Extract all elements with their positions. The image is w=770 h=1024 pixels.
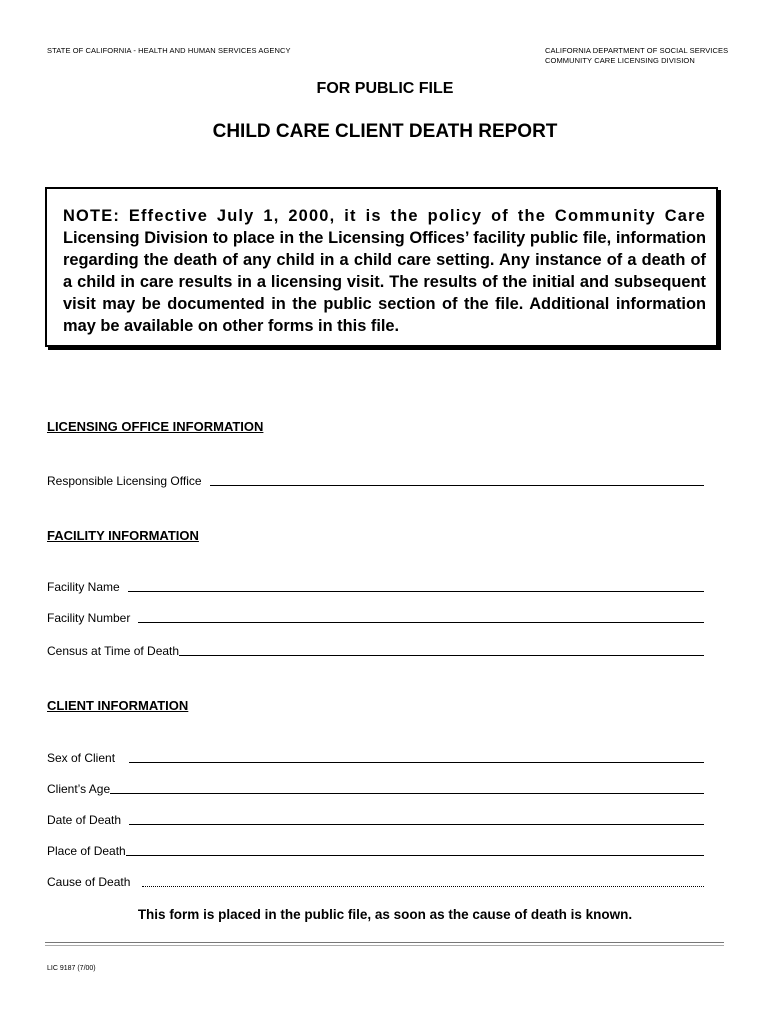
department-header (545, 46, 728, 66)
client-age-field[interactable] (47, 780, 704, 796)
for-public-file-heading: FOR PUBLIC FILE (316, 80, 454, 97)
cause-of-death-label: Cause of Death (47, 875, 131, 889)
census-field[interactable] (47, 642, 704, 658)
facility-name-line[interactable] (128, 591, 704, 592)
responsible-office-line[interactable] (210, 485, 704, 486)
facility-section-heading: FACILITY INFORMATION (47, 528, 199, 543)
footer-divider (45, 942, 724, 943)
policy-note-body: Licensing Division to place in the Licensing Offices’ facility public file, information regarding the death of any child in a child care setting. Any instance of a death of a child in care results in a licensing visit. The results of the initial and subsequent visit may be documented in the public section of the file. Additional information may be available on other forms in this file. (63, 229, 706, 335)
department-line-1: CALIFORNIA DEPARTMENT OF SOCIAL SERVICES (545, 46, 729, 55)
department-line-2: COMMUNITY CARE LICENSING DIVISION (545, 56, 695, 65)
footer-divider-secondary (45, 945, 724, 946)
policy-note-box (45, 187, 718, 347)
client-section-heading: CLIENT INFORMATION (47, 698, 189, 713)
form-title: CHILD CARE CLIENT DEATH REPORT (212, 121, 558, 142)
date-of-death-label: Date of Death (47, 813, 122, 827)
licensing-section-heading: LICENSING OFFICE INFORMATION (47, 419, 264, 434)
public-file-footer-note: This form is placed in the public file, as soon as the cause of death is known. (137, 907, 633, 922)
census-label: Census at Time of Death (47, 644, 180, 658)
facility-name-label: Facility Name (47, 580, 120, 594)
responsible-office-label: Responsible Licensing Office (47, 474, 202, 488)
sex-of-client-field[interactable] (47, 749, 704, 765)
facility-number-line[interactable] (138, 622, 704, 623)
date-of-death-line[interactable] (129, 824, 704, 825)
facility-number-label: Facility Number (47, 611, 131, 625)
responsible-office-field[interactable] (47, 472, 704, 488)
policy-note-text (63, 205, 706, 337)
policy-note-lead: NOTE: Effective July 1, 2000, it is the policy of the Community Care (63, 207, 706, 225)
facility-name-field[interactable] (47, 578, 704, 594)
client-age-label: Client’s Age (47, 782, 111, 796)
place-of-death-line[interactable] (126, 855, 704, 856)
census-line[interactable] (179, 655, 704, 656)
sex-of-client-label: Sex of Client (47, 751, 116, 765)
date-of-death-field[interactable] (47, 811, 704, 827)
form-code: LIC 9187 (7/00) (47, 965, 96, 972)
facility-number-field[interactable] (47, 609, 704, 625)
client-age-line[interactable] (110, 793, 704, 794)
cause-of-death-line[interactable] (142, 886, 704, 887)
place-of-death-label: Place of Death (47, 844, 126, 858)
sex-of-client-line[interactable] (129, 762, 704, 763)
cause-of-death-field[interactable] (47, 873, 704, 889)
place-of-death-field[interactable] (47, 842, 704, 858)
agency-header: STATE OF CALIFORNIA - HEALTH AND HUMAN SERVICES AGENCY (47, 46, 291, 55)
